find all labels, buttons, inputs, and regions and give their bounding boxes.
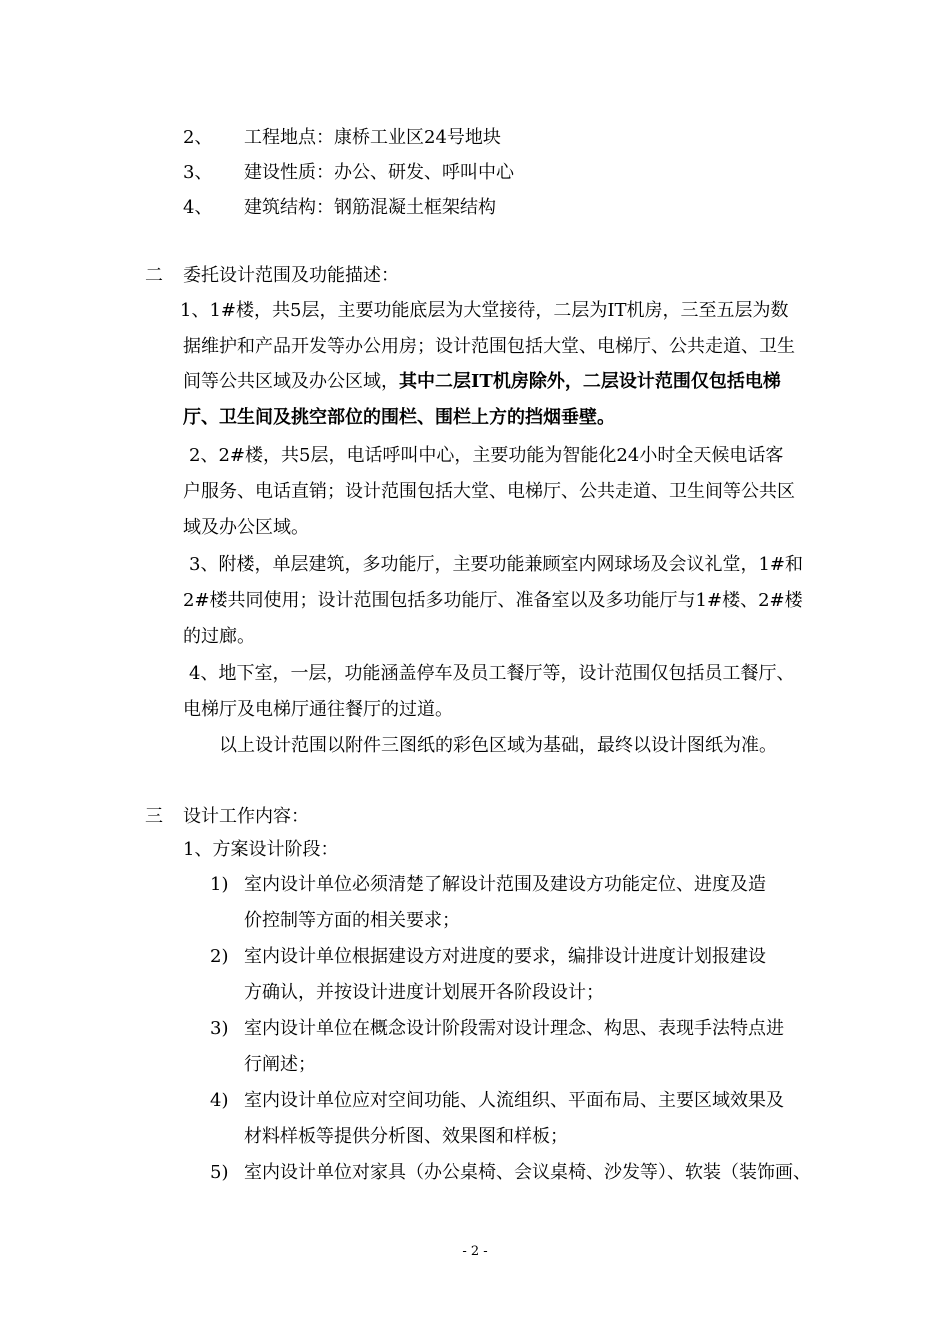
page-number: - 2 - — [462, 1244, 488, 1259]
item-text: 建筑结构：钢筋混凝土框架结构 — [244, 197, 496, 218]
paragraph-line: 1、1#楼，共5层，主要功能底层为大堂接待，二层为IT机房，三至五层为数 — [180, 300, 789, 321]
paragraph-line: 电梯厅及电梯厅通往餐厅的过道。 — [183, 699, 453, 720]
subsection-heading: 1、方案设计阶段： — [183, 839, 339, 860]
paragraph-line: 2、2#楼，共5层，电话呼叫中心，主要功能为智能化24小时全天候电话客 — [189, 445, 784, 466]
section-heading: 委托设计范围及功能描述： — [183, 265, 399, 286]
list-item-line: 材料样板等提供分析图、效果图和样板； — [244, 1126, 568, 1147]
list-item-number: 2) — [210, 946, 229, 967]
list-item-number: 1) — [210, 874, 229, 895]
paragraph-line: 的过廊。 — [183, 626, 255, 647]
list-item-line: 室内设计单位对家具（办公桌椅、会议桌椅、沙发等）、软装（装饰画、 — [244, 1162, 811, 1183]
list-item-number: 5) — [210, 1162, 229, 1183]
list-item-number: 4) — [210, 1090, 229, 1111]
text-bold: 厅、卫生间及挑空部位的围栏、围栏上方的挡烟垂壁。 — [183, 407, 615, 428]
list-item-line: 室内设计单位应对空间功能、人流组织、平面布局、主要区域效果及 — [244, 1090, 784, 1111]
list-item-line: 室内设计单位根据建设方对进度的要求，编排设计进度计划报建设 — [244, 946, 766, 967]
section-heading: 设计工作内容： — [183, 806, 309, 827]
section-number: 二 — [145, 265, 163, 286]
section-number: 三 — [145, 806, 163, 827]
list-item-line: 行阐述； — [244, 1054, 316, 1075]
paragraph-line — [183, 406, 615, 430]
item-number: 3、 — [183, 162, 213, 183]
paragraph-line: 3、附楼，单层建筑，多功能厅，主要功能兼顾室内网球场及会议礼堂，1#和 — [189, 554, 803, 575]
list-item-number: 3) — [210, 1018, 229, 1039]
text-bold: 其中二层IT机房除外，二层设计范围仅包括电梯 — [399, 371, 781, 392]
list-item-line: 室内设计单位在概念设计阶段需对设计理念、构思、表现手法特点进 — [244, 1018, 784, 1039]
paragraph-note: 以上设计范围以附件三图纸的彩色区域为基础，最终以设计图纸为准。 — [219, 735, 777, 756]
paragraph-line: 4、地下室，一层，功能涵盖停车及员工餐厅等，设计范围仅包括员工餐厅、 — [189, 663, 795, 684]
paragraph-line: 户服务、电话直销；设计范围包括大堂、电梯厅、公共走道、卫生间等公共区 — [183, 481, 795, 502]
item-number: 2、 — [183, 127, 213, 148]
item-text: 工程地点：康桥工业区24号地块 — [244, 127, 501, 148]
list-item-line: 价控制等方面的相关要求； — [244, 910, 460, 931]
text-normal: 间等公共区域及办公区域， — [183, 371, 399, 392]
paragraph-line — [183, 370, 781, 394]
paragraph-line: 2#楼共同使用；设计范围包括多功能厅、准备室以及多功能厅与1#楼、2#楼 — [183, 590, 803, 611]
list-item-line: 室内设计单位必须清楚了解设计范围及建设方功能定位、进度及造 — [244, 874, 766, 895]
list-item-line: 方确认，并按设计进度计划展开各阶段设计； — [244, 982, 604, 1003]
paragraph-line: 域及办公区域。 — [183, 517, 309, 538]
paragraph-line: 据维护和产品开发等办公用房；设计范围包括大堂、电梯厅、公共走道、卫生 — [183, 336, 795, 357]
item-text: 建设性质：办公、研发、呼叫中心 — [244, 162, 514, 183]
item-number: 4、 — [183, 197, 213, 218]
